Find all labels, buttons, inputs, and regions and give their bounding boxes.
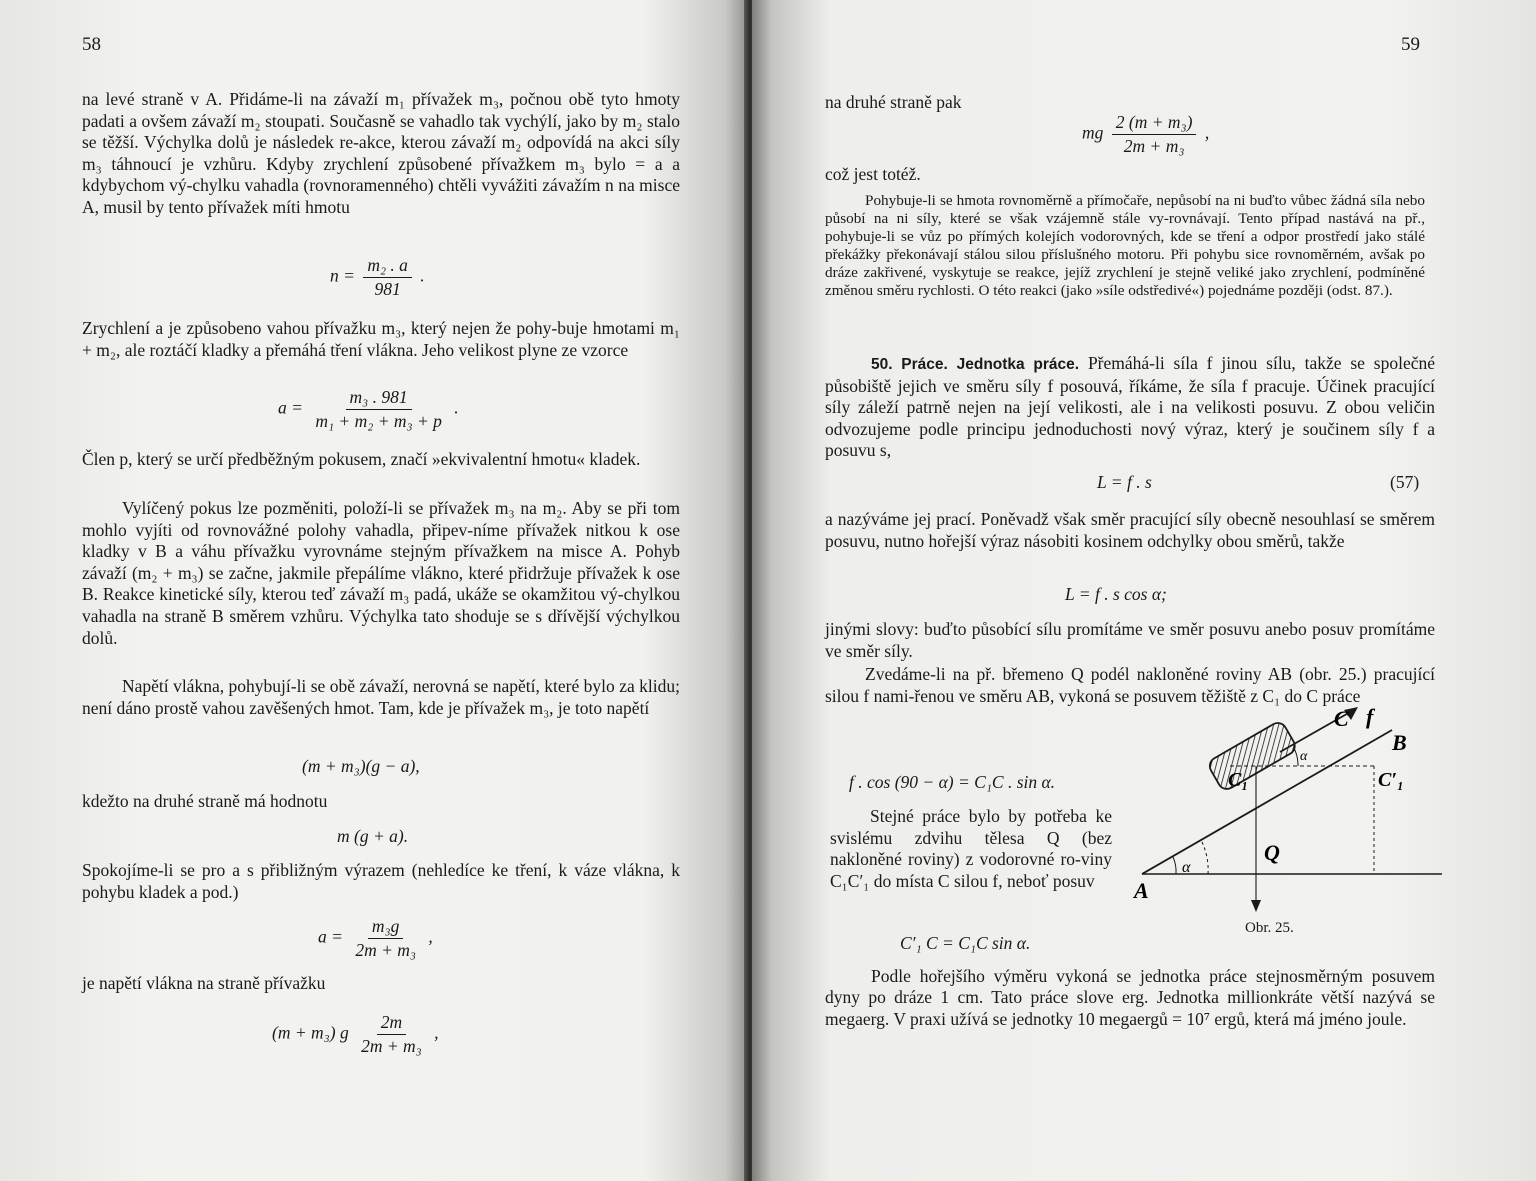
formula: f . cos (90 − α) = C₁C . sin α.	[849, 772, 1056, 792]
paragraph: Zrychlení a je způsobeno vahou přívažku m₃, který nejen že pohy-buje hmotami m₁ + m₂, ale roztáčí kladky a přemáhá tření vlákna. Jeho velikost plyne ze vzorce	[82, 318, 680, 360]
paragraph: a nazýváme jej prací. Poněvadž však směr pracující síly obecně nesouhlasí se směrem posuvu, nutno hořejší výraz násobiti kosinem odchylky obou směrů, takže	[825, 509, 1435, 551]
formula: mg $\frac{\text{2 (m + m₃)}}{\text{2m + m₃}}$ ,	[1082, 112, 1210, 156]
formula: a = $\frac{\text{m₃ . 981}}{\text{m₁ + m₂ + m₃ + p}}$ .	[278, 387, 459, 431]
label-C: C	[1334, 706, 1349, 731]
label-alpha: α	[1182, 859, 1191, 876]
paragraph: Napětí vlákna, pohybují-li se obě závaží, nerovná se napětí, které bylo za klidu; není dáno prostě vahou zavěšených hmot. Tam, kde je přívažek m₃, je toto napětí	[82, 676, 680, 718]
label-B: B	[1392, 730, 1407, 755]
formula: a = $\frac{\text{m₃g}}{\text{2m + m₃}}$ ,	[318, 916, 433, 960]
label-C1-prime: C′₁	[1378, 769, 1404, 791]
page-number: 58	[82, 34, 101, 55]
formula: m (g + a).	[337, 826, 409, 846]
paragraph: kdežto na druhé straně má hodnotu	[82, 791, 328, 811]
label-A: A	[1134, 878, 1149, 903]
load-body	[1207, 720, 1298, 792]
paragraph: jinými slovy: buďto působící sílu promítáme ve směr posuvu anebo posuv promítáme ve směr síly.	[825, 619, 1435, 661]
paragraph: Spokojíme-li se pro a s přibližným výrazem (nehledíce ke tření, k váze vlákna, k pohybu kladek a pod.)	[82, 860, 680, 902]
page-number: 59	[1401, 34, 1420, 55]
figure-caption: Obr. 25.	[1245, 920, 1294, 936]
figure-inclined-plane	[1130, 700, 1450, 920]
label-C1: C₁	[1228, 769, 1249, 791]
paragraph: což jest totéž.	[825, 164, 921, 184]
formula: L = f . s	[1097, 472, 1152, 492]
equation-number: (57)	[1390, 472, 1420, 492]
paragraph-small: Pohybuje-li se hmota rovnoměrně a přímočaře, nepůsobí na ni buďto vůbec žádná síla nebo působí na ni síly, které se však vzájemně stále vy-rovnávají. Tento případ nastává na př., pohybuje-li se vůz po přímých kolejích vodorovných, kde se tření a odpor prostředí jako stálé překážky překonávají stálou silou příslušného motoru. Při pohybu sice rovnoměrném, avšak po dráze zakřivené, vyskytuje se reakce, jejíž zrychlení je stejně veliké jako zrychlení, podmíněné změnou směru rychlosti. O této reakci (jako »síle odstředivé«) pojednáme později (odst. 87.).	[825, 192, 1425, 299]
paragraph: 50. Práce. Jednotka práce. Přemáhá-li síla f jinou sílu, takže se společné působiště jejich ve směru síly f posouvá, říkáme, že síla f pracuje. Účinek pracující síly záleží patrně nejen na její velikosti, ale i na velikosti posuvu. Z obou veličin odvozujeme podle principu jednoduchosti nový výraz, který je součinem síly f a posuvu s,	[825, 353, 1436, 461]
paragraph: Zvedáme-li na př. břemeno Q podél nakloněné roviny AB (obr. 25.) pracující silou f nami-řenou ve směru AB, vykoná se posuvem těžiště z C₁ do C práce	[825, 664, 1435, 706]
formula: n = $\frac{\text{m₂ . a}}{981}$ .	[330, 255, 425, 299]
paragraph: Vylíčený pokus lze pozměniti, položí-li se přívažek m₃ na m₂. Aby se při tom mohlo vyjíti od rovnovážné polohy vahadla, připev-níme přívažek nitkou k ose kladky v B a váhu přívažku vyrovnáme stejným přívažkem na misce A. Pohyb závaží (m₂ + m₃) se začne, jakmile přepálíme vlákno, které přidržuje přívažek k ose B. Reakce kinetické síly, kterou teď závaží m₃ padá, ukáže se okamžitou vý-chylkou vahadla na straně B směrem vzhůru. Výchylka tato shoduje se s dřívější výchylkou dolů.	[82, 498, 680, 648]
label-f: f	[1366, 704, 1374, 729]
paragraph: Člen p, který se určí předběžným pokusem, značí »ekvivalentní hmotu« kladek.	[82, 449, 641, 469]
paragraph: na levé straně v A. Přidáme-li na závaží m₁ přívažek m₃, počnou obě tyto hmoty padati a ovšem závaží m₂ stoupati. Současně se vahadlo tak vychýlí, jako by m₂ stalo se těžší. Výchylka dolů je následek re-akce, kterou závaží m₂ odpovídá na akci síly m₃ táhnoucí je vzhůru. Kdyby zrychlení způsobené přívažkem m₃ bylo = a a kdybychom vý-chylku vahadla (rovnoramenného) chtěli vyvážiti závažím n na misce A, musil by tento přívažek míti hmotu	[82, 89, 680, 217]
formula: C′₁ C = C₁C sin α.	[900, 933, 1031, 953]
formula: (m + m₃)(g − a),	[302, 756, 420, 776]
left-page	[0, 0, 748, 1181]
right-page	[752, 0, 1536, 1181]
paragraph: je napětí vlákna na straně přívažku	[82, 973, 326, 993]
label-alpha-top: α	[1300, 749, 1308, 764]
label-Q: Q	[1264, 840, 1280, 865]
formula: L = f . s cos α;	[1065, 584, 1167, 604]
section-heading: 50. Práce. Jednotka práce.	[871, 356, 1080, 373]
paragraph: Podle hořejšího výměru vykoná se jednotka práce stejnosměrným posuvem dyny po dráze 1 cm. Tato práce slove erg. Jednotka millionkráte větší nazývá se megaerg. V praxi užívá se jednotky 10 megaergů = 10⁷ ergů, která má jméno joule.	[825, 966, 1435, 1029]
paragraph: na druhé straně pak	[825, 92, 962, 112]
paragraph: Stejné práce bylo by potřeba ke svislému zdvihu tělesa Q (bez nakloněné roviny) z vodorovné ro-viny C₁C′₁ do místa C silou f, neboť posuv	[830, 806, 1112, 891]
formula: (m + m₃) g $\frac{2m}{\text{2m + m₃}}$ ,	[272, 1012, 439, 1056]
